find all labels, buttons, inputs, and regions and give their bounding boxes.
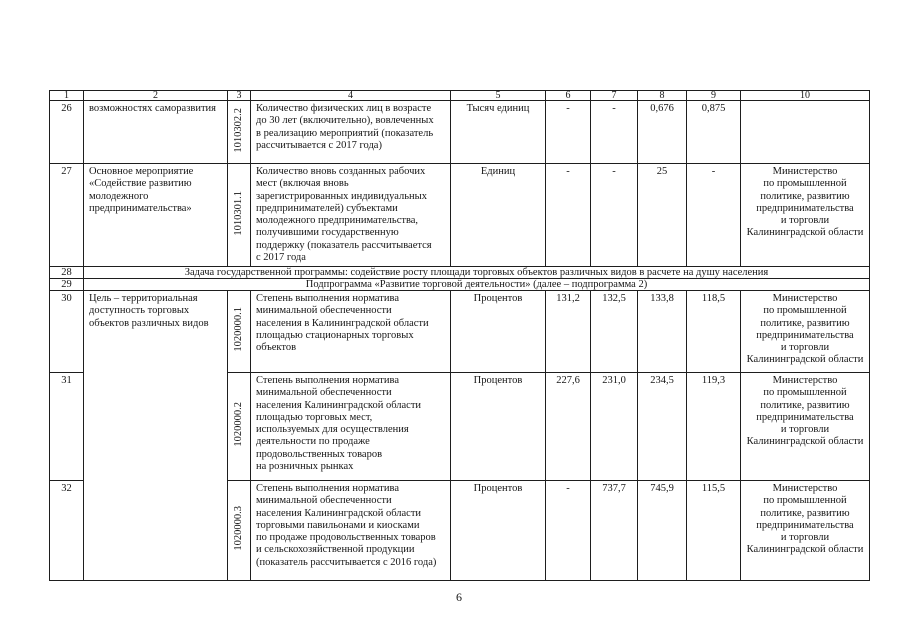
column-number-1: 1 [50,91,84,101]
value-col8: 25 [638,164,687,267]
indicator-code: 1020000.3 [233,506,244,551]
indicator-code-cell [228,164,251,267]
value-col6: 131,2 [546,291,591,373]
row-number: 30 [50,291,84,373]
value-col8: 745,9 [638,481,687,581]
column-number-4: 4 [251,91,451,101]
table-row-29 [50,279,870,291]
goal-cell: Цель – территориальная доступность торговых объектов различных видов [84,291,228,581]
column-number-8: 8 [638,91,687,101]
responsible-executor [741,101,870,164]
value-col9: 119,3 [687,373,741,481]
row-number: 32 [50,481,84,581]
indicator-code: 1010301.1 [233,190,244,236]
indicator-name: Количество физических лиц в возрасте до 30 лет (включительно), вовлеченных в реализацию мероприятий (показатель рассчитывается с 2017 года) [251,101,451,164]
value-col7: 132,5 [591,291,638,373]
row-number: 27 [50,164,84,267]
indicator-name: Степень выполнения норматива минимальной обеспеченности населения в Калининградской области площадью стационарных торговых объектов [251,291,451,373]
indicator-name: Степень выполнения норматива минимальной обеспеченности населения Калининградской области площадью торговых мест, используемых для осуществления деятельности по продаже продовольственных товаров на розничных рынках [251,373,451,481]
unit: Единиц [451,164,546,267]
value-col8: 133,8 [638,291,687,373]
goal-cell: возможностях саморазвития [84,101,228,164]
row-number: 29 [50,279,84,291]
value-col6: - [546,101,591,164]
value-col8: 234,5 [638,373,687,481]
responsible-executor: Министерство по промышленной политике, развитию предпринимательства и торговли Калининградской области [741,373,870,481]
indicators-table [49,90,870,581]
goal-cell: Основное мероприятие «Содействие развитию молодежного предпринимательства» [84,164,228,267]
indicator-code-cell [228,373,251,481]
indicator-code: 1020000.2 [233,402,244,447]
indicator-code-cell [228,481,251,581]
table-row-26 [50,101,870,164]
column-number-6: 6 [546,91,591,101]
table-row-28 [50,267,870,279]
value-col8: 0,676 [638,101,687,164]
indicator-name: Количество вновь созданных рабочих мест (включая вновь зарегистрированных индивидуальных предпринимателей) субъектами молодежного предпринимательства, получившими государственную поддержку (показатель рассчитывается с 2017 года [251,164,451,267]
row-number: 28 [50,267,84,279]
row-number: 31 [50,373,84,481]
subprogram-heading: Подпрограмма «Развитие торговой деятельности» (далее – подпрограмма 2) [84,279,870,291]
column-number-10: 10 [741,91,870,101]
column-number-row [50,91,870,101]
program-task-heading: Задача государственной программы: содействие росту площади торговых объектов различных видов в расчете на душу населения [84,267,870,279]
value-col6: 227,6 [546,373,591,481]
table-row-30 [50,291,870,373]
indicator-name: Степень выполнения норматива минимальной обеспеченности населения Калининградской области торговыми павильонами и киосками по продаже продовольственных товаров и сельскохозяйственной продукции (показатель рассчитывается с 2016 года) [251,481,451,581]
value-col9: 115,5 [687,481,741,581]
table-row-27 [50,164,870,267]
row-number: 26 [50,101,84,164]
value-col9: 118,5 [687,291,741,373]
indicator-code-cell [228,101,251,164]
unit: Процентов [451,481,546,581]
column-number-7: 7 [591,91,638,101]
unit: Тысяч единиц [451,101,546,164]
indicator-code: 1020000.1 [233,307,244,352]
value-col7: - [591,101,638,164]
value-col6: - [546,164,591,267]
unit: Процентов [451,373,546,481]
unit: Процентов [451,291,546,373]
indicator-code-cell [228,291,251,373]
column-number-2: 2 [84,91,228,101]
responsible-executor: Министерство по промышленной политике, развитию предпринимательства и торговли Калининградской области [741,291,870,373]
value-col9: 0,875 [687,101,741,164]
column-number-3: 3 [228,91,251,101]
page-number: 6 [456,590,462,604]
value-col6: - [546,481,591,581]
value-col9: - [687,164,741,267]
responsible-executor: Министерство по промышленной политике, развитию предпринимательства и торговли Калининградской области [741,481,870,581]
column-number-5: 5 [451,91,546,101]
column-number-9: 9 [687,91,741,101]
value-col7: 231,0 [591,373,638,481]
responsible-executor: Министерство по промышленной политике, развитию предпринимательства и торговли Калининградской области [741,164,870,267]
indicator-code: 1010302.2 [233,107,244,153]
value-col7: 737,7 [591,481,638,581]
value-col7: - [591,164,638,267]
